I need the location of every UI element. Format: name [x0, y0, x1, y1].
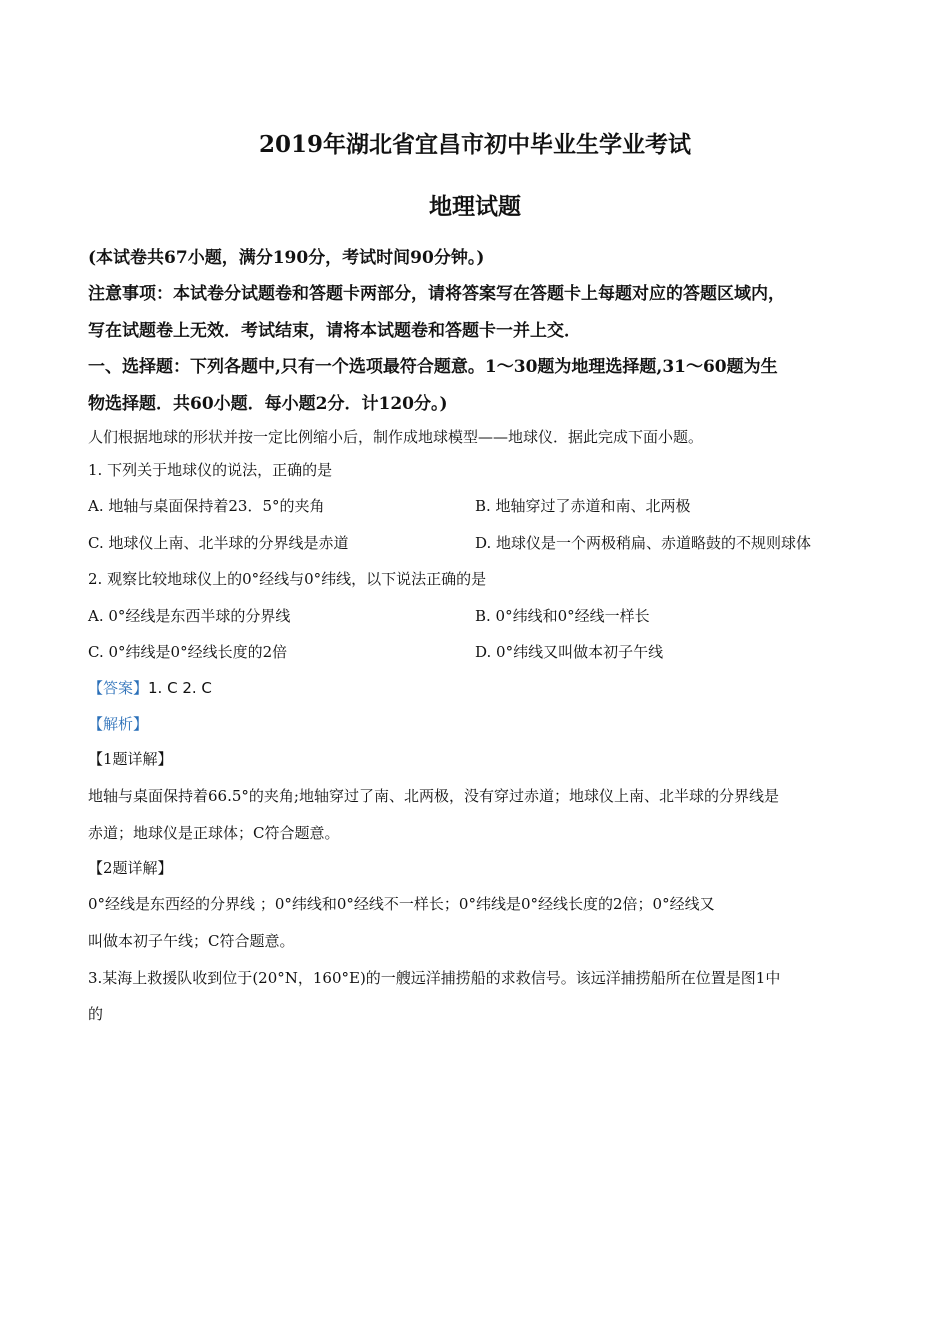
section-heading-line-1: 一、选择题：下列各题中,只有一个选项最符合题意。1～30题为地理选择题,31～60题为生 — [88, 357, 778, 377]
question-3-line-1: 3.某海上救援队收到位于(20°N，160°E)的一艘远洋捕捞船的求救信号。该远洋捕捞船所在位置是图1中 — [88, 969, 781, 987]
q1-option-c: C. 地球仪上南、北半球的分界线是赤道 — [88, 534, 349, 552]
detail-2-line-2: 叫做本初子午线；C符合题意。 — [88, 932, 295, 950]
notice-line-1: 注意事项：本试卷分试题卷和答题卡两部分，请将答案写在答题卡上每题对应的答题区域内， — [88, 284, 785, 304]
q1-option-b: B. 地轴穿过了赤道和南、北两极 — [475, 497, 691, 515]
answer-value: 1. C 2. C — [148, 679, 212, 697]
notice-line-2: 写在试题卷上无效．考试结束，请将本试题卷和答题卡一并上交． — [88, 321, 581, 341]
q1-option-d: D. 地球仪是一个两极稍扁、赤道略鼓的不规则球体 — [475, 534, 812, 552]
q2-option-d: D. 0°纬线又叫做本初子午线 — [475, 643, 664, 661]
section-heading-line-2: 物选择题．共60小题．每小题2分．计120分。) — [88, 394, 448, 414]
detail-1-line-2: 赤道；地球仪是正球体；C符合题意。 — [88, 824, 340, 842]
answer-tag: 【答案】 — [88, 679, 149, 697]
detail-2-line-1: 0°经线是东西经的分界线 ；0°纬线和0°经线不一样长；0°纬线是0°经线长度的2倍；0°经线又 — [88, 895, 715, 913]
q2-option-c: C. 0°纬线是0°经线长度的2倍 — [88, 643, 288, 661]
detail-2-tag: 【2题详解】 — [88, 859, 173, 877]
question-1-stem: 1. 下列关于地球仪的说法，正确的是 — [88, 461, 333, 479]
detail-1-tag: 【1题详解】 — [88, 750, 173, 768]
q2-option-b: B. 0°纬线和0°经线一样长 — [475, 607, 650, 625]
detail-1-line-1: 地轴与桌面保持着66.5°的夹角;地轴穿过了南、北两极，没有穿过赤道；地球仪上南、北半球的分界线是 — [88, 787, 779, 805]
q1-option-a: A. 地轴与桌面保持着23．5°的夹角 — [88, 497, 325, 515]
exam-subtitle: 地理试题 — [429, 193, 521, 220]
answer-line — [88, 677, 868, 698]
q2-option-a: A. 0°经线是东西半球的分界线 — [88, 607, 291, 625]
question-2-stem: 2. 观察比较地球仪上的0°经线与0°纬线，以下说法正确的是 — [88, 570, 487, 588]
exam-title: 2019年湖北省宜昌市初中毕业生学业考试 — [258, 131, 691, 158]
analysis-tag: 【解析】 — [88, 715, 149, 733]
question-3-line-2: 的 — [88, 1005, 104, 1023]
intro-text: 人们根据地球的形状并按一定比例缩小后，制作成地球模型——地球仪．据此完成下面小题。 — [88, 428, 704, 446]
exam-info: (本试卷共67小题，满分190分，考试时间90分钟。) — [88, 248, 485, 268]
